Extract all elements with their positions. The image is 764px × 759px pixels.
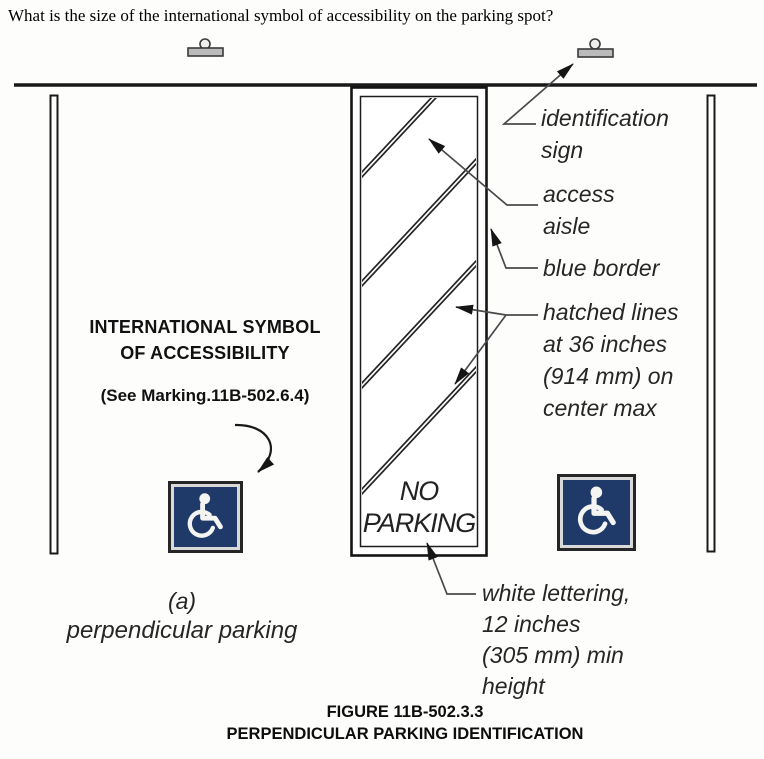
callout-line: identification <box>541 105 669 131</box>
isa-symbol-icon-left <box>168 481 243 553</box>
callout-line: access <box>543 181 615 207</box>
callout-line: 12 inches <box>482 611 581 637</box>
figure-caption-title: PERPENDICULAR PARKING IDENTIFICATION <box>226 725 584 743</box>
figure-caption <box>100 701 710 745</box>
callout-white-lettering <box>482 578 630 702</box>
question-text: What is the size of the international symbol of accessibility on the parking spot? <box>8 6 554 25</box>
callout-line: sign <box>541 137 584 163</box>
sign-post-icon-right <box>578 39 613 57</box>
isa-heading-line2: OF ACCESSIBILITY <box>120 343 290 363</box>
see-marking-arrow <box>235 425 271 472</box>
no-parking-line1: NO <box>399 476 439 506</box>
callout-line: at 36 inches <box>543 331 668 357</box>
callout-line: hatched lines <box>543 299 679 325</box>
wheelchair-icon <box>177 490 234 544</box>
leader-blue-border <box>491 229 538 268</box>
callout-hatched-lines <box>543 296 679 424</box>
callout-line: (305 mm) min <box>482 642 624 668</box>
figure-caption-number: FIGURE 11B-502.3.3 <box>326 703 484 721</box>
isa-symbol-icon-right <box>557 474 636 551</box>
subfigure-letter: (a) <box>167 588 197 614</box>
callout-line: aisle <box>543 213 591 239</box>
isa-heading <box>55 314 355 366</box>
callout-line: center max <box>543 395 657 421</box>
right-parking-stripe <box>708 96 715 552</box>
no-parking-text <box>352 475 486 539</box>
isa-heading-line1: INTERNATIONAL SYMBOL <box>89 317 321 337</box>
no-parking-line2: PARKING <box>362 508 476 538</box>
callout-identification-sign <box>541 102 669 166</box>
callout-line: (914 mm) on <box>543 363 674 389</box>
sign-post-icon-left <box>188 39 223 56</box>
callout-line: blue border <box>543 255 660 281</box>
callout-line: height <box>482 673 545 699</box>
wheelchair-icon <box>567 483 627 541</box>
callout-line: white lettering, <box>482 580 631 606</box>
marking-reference: (See Marking.11B-502.6.4) <box>100 386 310 405</box>
subfigure-caption: perpendicular parking <box>66 617 298 644</box>
callout-blue-border <box>543 252 659 284</box>
callout-access-aisle <box>543 178 615 242</box>
